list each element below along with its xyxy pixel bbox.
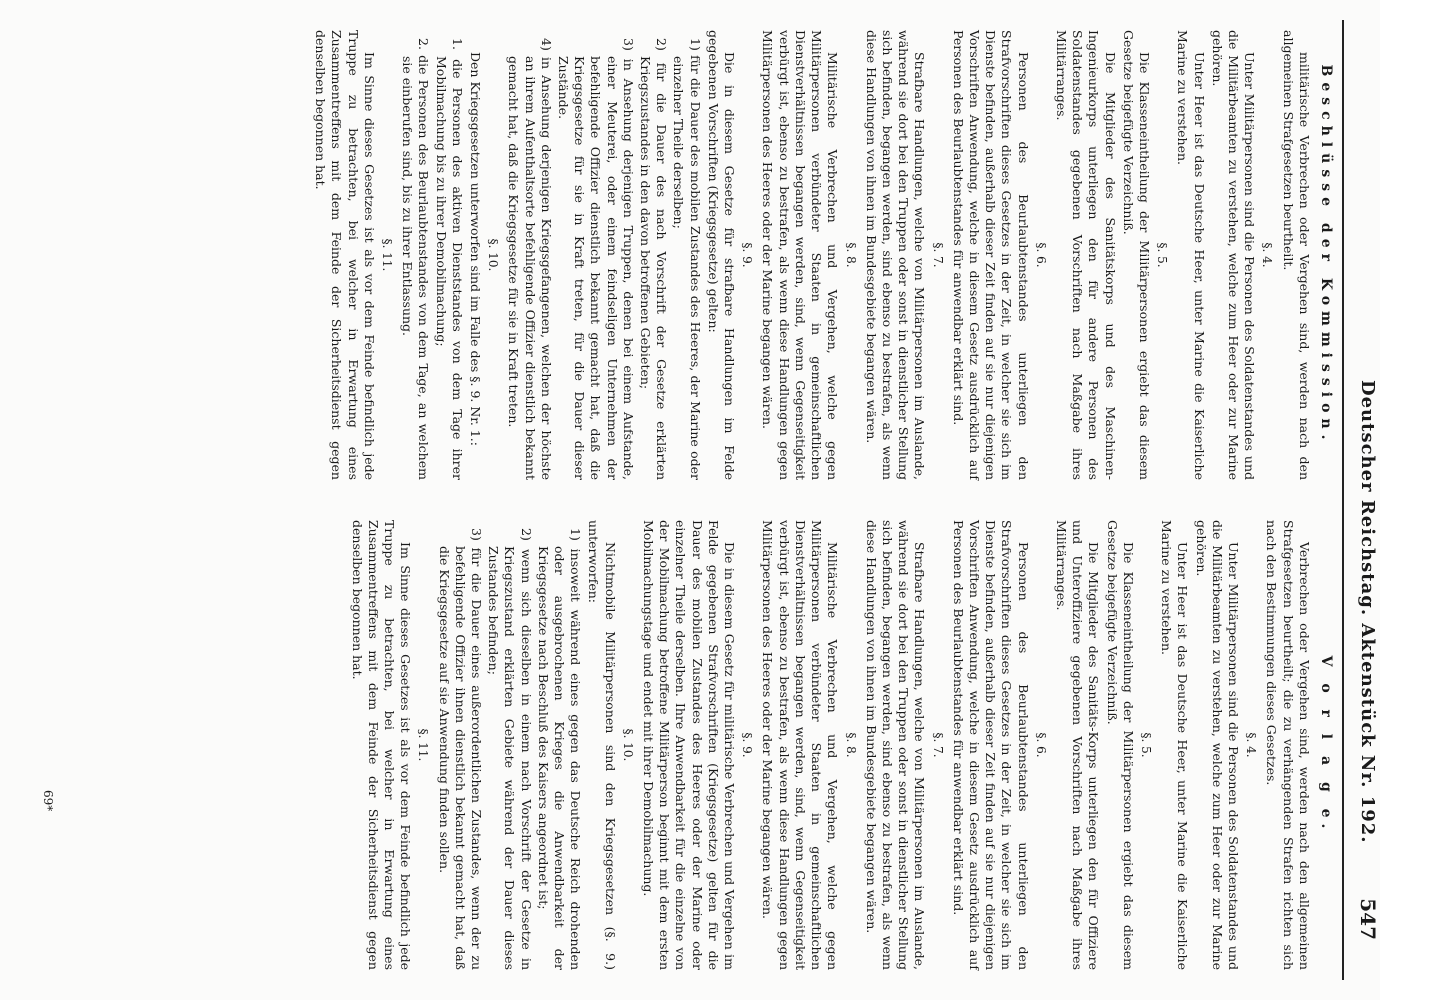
section-heading: §. 6. — [1033, 732, 1048, 758]
paragraph: Verbrechen oder Vergehen sind, werden nach den allgemeinen Strafgesetzen beurtheilt; die zu verhängenden Strafen richten sich nach den Bestimmungen dieses Gesetzes. — [1264, 520, 1312, 970]
list-item: 2) für die Dauer des nach Vorschrift der Gesetze erklärten Kriegszustandes in den davon betroffenen Gebieten; — [638, 38, 670, 480]
section-heading: §. 9. — [740, 242, 755, 268]
section-heading: §. 4. — [1244, 732, 1259, 758]
paragraph: Die Klasseneintheilung der Militärpersonen ergiebt das diesem Gesetze beigefügte Verzeichniß. — [1120, 30, 1152, 480]
paragraph: Die Klasseneintheilung der Militärpersonen ergiebt das diesem Gesetze beigefügte Verzeichniß. — [1104, 520, 1136, 970]
list-item: 4) in Ansehung derjenigen Kriegsgefangenen, welchen der höchste an ihrem Aufenthaltsorte befehligende Offizier dienstlich bekannt gemacht hat, daß die Kriegsgesetze für sie in Kraft treten. — [506, 38, 554, 480]
section-heading: §. 4. — [1260, 242, 1275, 268]
list-item: 1. die Personen des aktiven Dienststandes von dem Tage ihrer Mobilmachung bis zu ihrer Demobilmachung; — [433, 38, 465, 480]
list-item: 1) insoweit während eines gegen das Deutsche Reich drohenden oder ausgebrochenen Krieges die Anwendbarkeit der Kriegsgesetze nach Beschluß des Kaisers angeordnet ist; — [535, 528, 584, 970]
list-item: 2. die Personen des Beurlaubtenstandes von dem Tage, an welchem sie einberufen sind, bis zu ihrer Entlassung. — [400, 38, 432, 480]
paragraph: Die Mitglieder des Sanitätskorps und des Maschinen-Ingenieurkorps unterliegen den für andere Personen des Soldatenstandes gegebenen Vorschriften nach Maßgabe ihres Militärranges. — [1053, 30, 1118, 480]
paragraph: Die in diesem Gesetze für strafbare Handlungen im Felde gegebenen Vorschriften (Kriegsgesetze) gelten: — [705, 30, 738, 480]
column-title: Beschlüsse der Kommission. — [1318, 64, 1334, 446]
paragraph: Im Sinne dieses Gesetzes ist als vor dem Feinde befindlich jede Truppe zu betrachten, bei welcher in Erwartung eines Zusammentreffens mit dem Feinde der Sicherheitsdienst gegen denselben begonnen hat. — [349, 520, 414, 970]
paragraph: Unter Militärpersonen sind die Personen des Soldatenstandes und die Militärbeamten zu verstehen, welche zum Heer oder zur Marine gehören. — [1209, 30, 1258, 480]
paragraph: Strafbare Handlungen, welche von Militärpersonen im Auslande, während sie dort bei den Truppen oder sonst in dienstlicher Stellung sich befinden, begangen werden, sind ebenso zu bestrafen, als wenn diese Handlungen von ihnen im Bundesgebiete begangen wären. — [863, 30, 928, 480]
column-commission — [310, 30, 1334, 480]
signature-mark: 69* — [41, 790, 55, 812]
paragraph: Personen des Beurlaubtenstandes unterliegen den Strafvorschriften dieses Gesetzes in der Zeit, in welcher sie sich im Dienste befinden, außerhalb dieser Zeit finden auf sie nur diejenigen Vorschriften Anwendung, welche in diesem Gesetz ausdrücklich auf Personen des Beurlaubtenstandes für anwendbar erklärt sind. — [950, 520, 1031, 970]
paragraph: Unter Heer ist das Deutsche Heer, unter Marine die Kaiserliche Marine zu verstehen. — [1159, 520, 1191, 970]
column-body — [348, 520, 1311, 970]
paragraph: Militärische Verbrechen und Vergehen, welche gegen Militärpersonen verbündeter Staaten in gemeinschaftlichen Dienstverhältnissen begangen werden, sind, wenn Gegenseitigkeit verbürgt ist, ebenso zu bestrafen, als wenn diese Handlungen gegen Militärpersonen des Heeres oder der Marine begangen wären. — [760, 30, 841, 480]
paragraph: Unter Heer ist das Deutsche Heer, unter Marine die Kaiserliche Marine zu verstehen. — [1175, 30, 1207, 480]
section-heading: §. 11. — [416, 728, 431, 762]
column-title: V o r l a g e. — [1318, 655, 1334, 835]
paragraph: militärische Verbrechen oder Vergehen sind, werden nach den allgemeinen Strafgesetzen beurtheilt. — [1280, 30, 1312, 480]
section-heading: §. 8. — [843, 732, 858, 758]
column-vorlage — [346, 520, 1334, 970]
section-heading: §. 8. — [843, 242, 858, 268]
list-item: 2) wenn sich dieselben in einem nach Vorschrift der Gesetze in Kriegszustand erklärten Gebiete während der Dauer dieses Zustandes befinden; — [486, 528, 534, 970]
section-heading: §. 6. — [1033, 242, 1048, 268]
list-item: 3) in Ansehung derjenigen Truppen, denen bei einem Aufstande, einer Meuterei, oder einem feindseligen Unternehmen der befehligende Offizier dienstlich bekannt gemacht hat, daß die Kriegsgesetze für sie in Kraft treten, für die Dauer dieser Zustände. — [556, 38, 636, 480]
section-heading: §. 5. — [1138, 732, 1153, 758]
header-rule — [1342, 20, 1344, 980]
section-heading: §. 9. — [740, 732, 755, 758]
list-item: 1) für die Dauer des mobilen Zustandes des Heeres, der Marine oder einzelner Theile derselben; — [671, 38, 703, 480]
column-body — [312, 30, 1312, 480]
section-heading: §. 11. — [380, 238, 395, 272]
paragraph: Militärische Verbrechen und Vergehen, welche gegen Militärpersonen verbündeter Staaten in gemeinschaftlichen Dienstverhältnissen begangen werden, sind, wenn Gegenseitigkeit verbürgt ist, ebenso zu bestrafen, als wenn diese Handlungen gegen Militärpersonen des Heeres oder der Marine begangen wären. — [760, 520, 841, 970]
section-heading: §. 7. — [930, 732, 945, 758]
paragraph: Strafbare Handlungen, welche von Militärpersonen im Auslande, während sie dort bei den Truppen oder sonst in dienstlicher Stellung sich befinden, begangen werden, sind ebenso zu bestrafen, als wenn diese Handlungen von ihnen im Bundesgebiete begangen wären. — [863, 520, 928, 970]
section-heading: §. 5. — [1155, 242, 1170, 268]
paragraph: Unter Militärpersonen sind die Personen des Soldatenstandes und die Militärbeamten zu verstehen, welche zum Heer oder zur Marine gehören. — [1193, 520, 1241, 970]
page-number: 547 — [1356, 898, 1380, 940]
paragraph: Den Kriegsgesetzen unterworfen sind im Falle des §. 9. Nr. 1.: — [468, 52, 484, 446]
paragraph: Die in diesem Gesetz für militärische Verbrechen und Vergehen im Felde gegebenen Strafvorschriften (Kriegsgesetze) gelten für die Dauer des mobilen Zustandes des Heeres oder der Marine oder einzelner Theile derselben. Ihre Anwendbarkeit für die einzelne von der Mobilmachung betroffene Militärperson beginnt mit dem ersten Mobilmachungstage und endet mit ihrer Demobilmachung. — [641, 520, 738, 970]
paragraph: Personen des Beurlaubtenstandes unterliegen den Strafvorschriften dieses Gesetzes in der Zeit, in welcher sie sich im Dienste befinden, außerhalb dieser Zeit finden auf sie nur diejenigen Vorschriften Anwendung, welche in diesem Gesetz ausdrücklich auf Personen des Beurlaubtenstandes für anwendbar erklärt sind. — [950, 30, 1031, 480]
list-item: 3) für die Dauer eines außerordentlichen Zustandes, wenn der zu befehligende Offizier ihnen dienstlich bekannt gemacht hat, daß die Kriegsgesetze auf sie Anwendung finden sollen. — [436, 528, 485, 970]
section-heading: §. 7. — [930, 242, 945, 268]
paragraph: Im Sinne dieses Gesetzes ist als vor dem Feinde befindlich jede Truppe zu betrachten, bei welcher in Erwartung eines Zusammentreffens mit dem Feinde der Sicherheitsdienst gegen denselben begonnen hat. — [313, 30, 377, 480]
page-title: Deutscher Reichstag. Aktenstück Nr. 192. — [1357, 380, 1378, 844]
section-heading: §. 10. — [486, 238, 501, 272]
paragraph: Die Mitglieder des Sanitäts-Korps unterliegen den für Offiziere und Unteroffiziere gegebenen Vorschriften nach Maßgabe ihres Militärranges. — [1053, 520, 1102, 970]
section-heading: §. 10. — [620, 728, 635, 762]
paragraph: Nichtmobile Militärpersonen sind den Kriegsgesetzen (§. 9.) unterworfen: — [586, 520, 618, 970]
